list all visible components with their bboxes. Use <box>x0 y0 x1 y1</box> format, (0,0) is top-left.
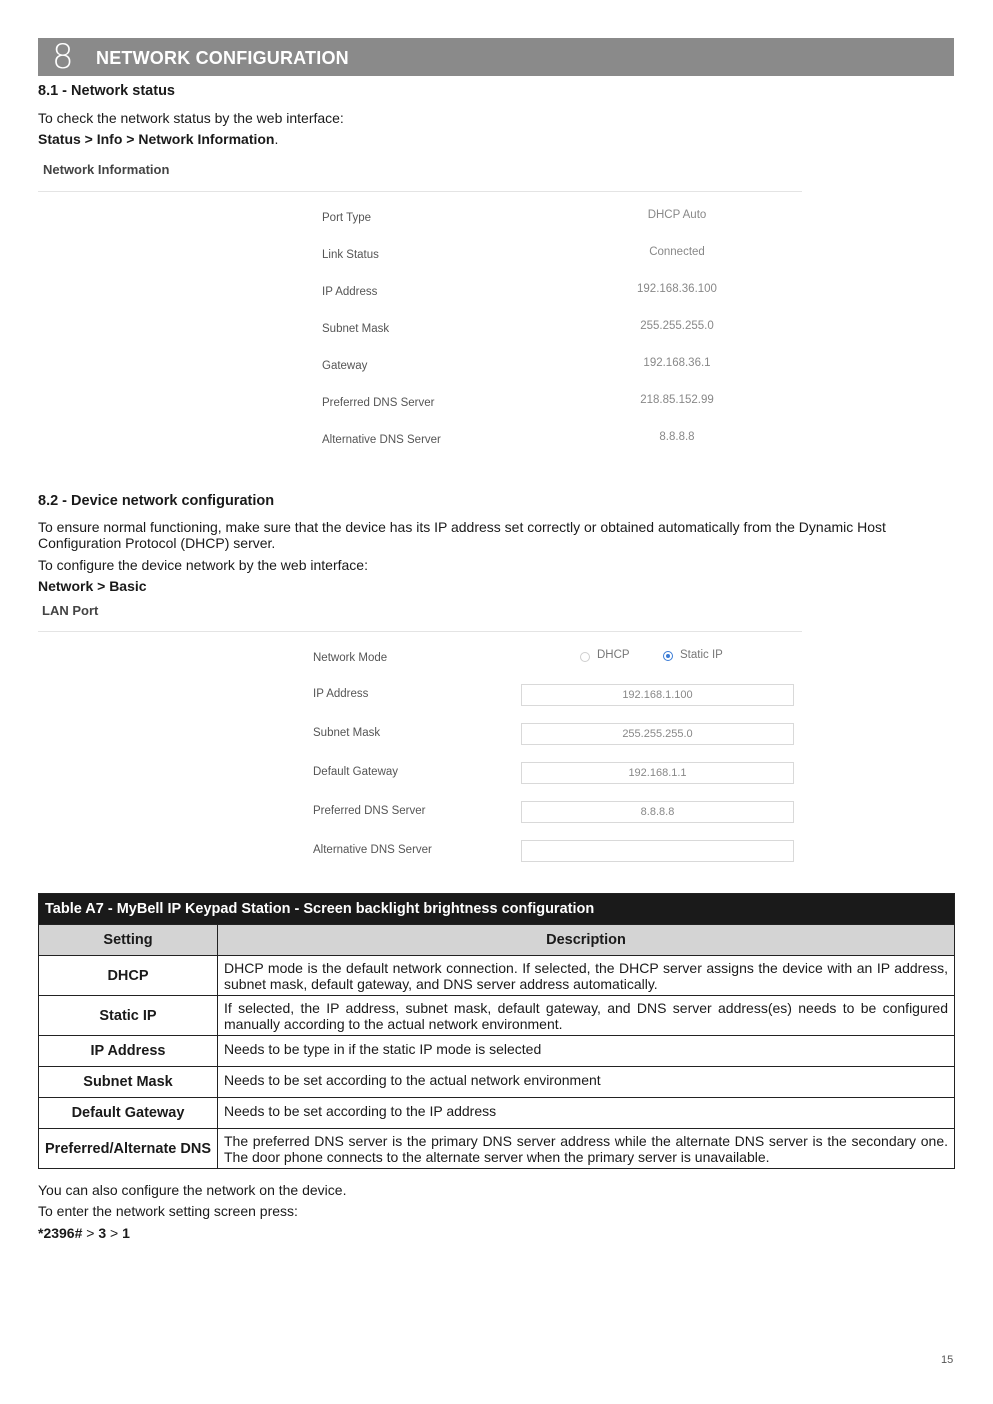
keypad-code: *2396# <box>38 1225 83 1241</box>
divider <box>38 631 802 632</box>
network-info-label: Subnet Mask <box>322 323 390 335</box>
table-row <box>39 956 955 996</box>
menu-path: Status > Info > Network Information <box>38 131 275 147</box>
table-row <box>39 1036 955 1067</box>
description-cell: Needs to be set according to the actual network environment <box>218 1067 955 1098</box>
description-cell: Needs to be type in if the static IP mode is selected <box>218 1036 955 1067</box>
setting-cell: Subnet Mask <box>39 1067 218 1098</box>
network-info-value: Connected <box>649 246 705 258</box>
chapter-header <box>38 38 954 76</box>
network-info-label: Preferred DNS Server <box>322 397 435 409</box>
description-cell: Needs to be set according to the IP address <box>218 1098 955 1129</box>
setting-cell: IP Address <box>39 1036 218 1067</box>
lan-field-label: Alternative DNS Server <box>313 844 432 856</box>
network-info-value: 192.168.36.1 <box>643 357 711 369</box>
lan-port-title: LAN Port <box>42 603 99 618</box>
network-info-label: Link Status <box>322 249 379 261</box>
section-8-1-intro: To check the network status by the web interface: <box>38 110 344 126</box>
table-row <box>39 1098 955 1129</box>
lan-field-label: Default Gateway <box>313 766 399 778</box>
network-info-label: IP Address <box>322 286 378 298</box>
dhcp-radio[interactable] <box>580 652 590 662</box>
network-info-value: 218.85.152.99 <box>640 394 714 406</box>
network-info-label: Port Type <box>322 212 372 224</box>
table-caption: Table A7 - MyBell IP Keypad Station - Screen backlight brightness configuration <box>39 894 955 925</box>
divider <box>38 191 802 192</box>
section-8-1-path: Status > Info > Network Information. <box>38 131 279 147</box>
static-ip-radio-label[interactable]: Static IP <box>680 649 723 661</box>
static-ip-radio[interactable] <box>663 651 673 661</box>
description-cell: The preferred DNS server is the primary DNS server address while the alternate DNS server is the secondary one. The door phone connects to the alternate server when the primary server is unavailable. <box>218 1129 955 1169</box>
network-info-value: 192.168.36.100 <box>637 283 717 295</box>
network-info-label: Gateway <box>322 360 368 372</box>
lan-field-input[interactable]: 192.168.1.100 <box>521 684 794 706</box>
network-info-value: 255.255.255.0 <box>640 320 714 332</box>
network-information-title: Network Information <box>43 162 170 177</box>
network-info-value: 8.8.8.8 <box>659 431 695 443</box>
column-header-description: Description <box>218 925 955 956</box>
page-number: 15 <box>941 1354 954 1366</box>
chapter-title: NETWORK CONFIGURATION <box>96 48 349 68</box>
description-cell: If selected, the IP address, subnet mask, default gateway, and DNS server address(es) needs to be configured manually according to the actual network environment. <box>218 996 955 1036</box>
lan-field-input[interactable]: 255.255.255.0 <box>521 723 794 745</box>
setting-cell: DHCP <box>39 956 218 996</box>
table-row <box>39 1129 955 1169</box>
network-info-value: DHCP Auto <box>647 209 707 221</box>
section-8-2-para1: To ensure normal functioning, make sure that the device has its IP address set correctly or obtained automatically from the Dynamic Host Configuration Protocol (DHCP) server. <box>38 519 886 551</box>
lan-field-input[interactable]: 192.168.1.1 <box>521 762 794 784</box>
table-row <box>39 1067 955 1098</box>
lan-field-label: Subnet Mask <box>313 727 381 739</box>
chapter-number: 8 <box>52 37 74 77</box>
section-8-2-para2: To configure the device network by the web interface: <box>38 557 368 573</box>
dhcp-radio-label[interactable]: DHCP <box>597 649 630 661</box>
description-cell: DHCP mode is the default network connection. If selected, the DHCP server assigns the device with an IP address, subnet mask, default gateway, and DNS server address automatically. <box>218 956 955 996</box>
lan-field-input[interactable] <box>521 840 794 862</box>
lan-field-input[interactable]: 8.8.8.8 <box>521 801 794 823</box>
lan-field-label: IP Address <box>313 688 369 700</box>
footer-line-1: You can also configure the network on the device. <box>38 1182 347 1198</box>
footer-line-2: To enter the network setting screen press: <box>38 1203 298 1219</box>
keypad-sequence: *2396# > 3 > 1 <box>38 1225 130 1241</box>
configuration-table <box>38 893 955 1169</box>
setting-cell: Default Gateway <box>39 1098 218 1129</box>
table-row <box>39 996 955 1036</box>
section-heading-8-2: 8.2 - Device network configuration <box>38 493 275 509</box>
menu-path-basic: Network > Basic <box>38 578 147 594</box>
section-heading-8-1: 8.1 - Network status <box>38 83 175 99</box>
network-info-label: Alternative DNS Server <box>322 434 441 446</box>
column-header-setting: Setting <box>39 925 218 956</box>
network-mode-label: Network Mode <box>313 652 388 664</box>
setting-cell: Static IP <box>39 996 218 1036</box>
setting-cell: Preferred/Alternate DNS <box>39 1129 218 1169</box>
lan-field-label: Preferred DNS Server <box>313 805 426 817</box>
